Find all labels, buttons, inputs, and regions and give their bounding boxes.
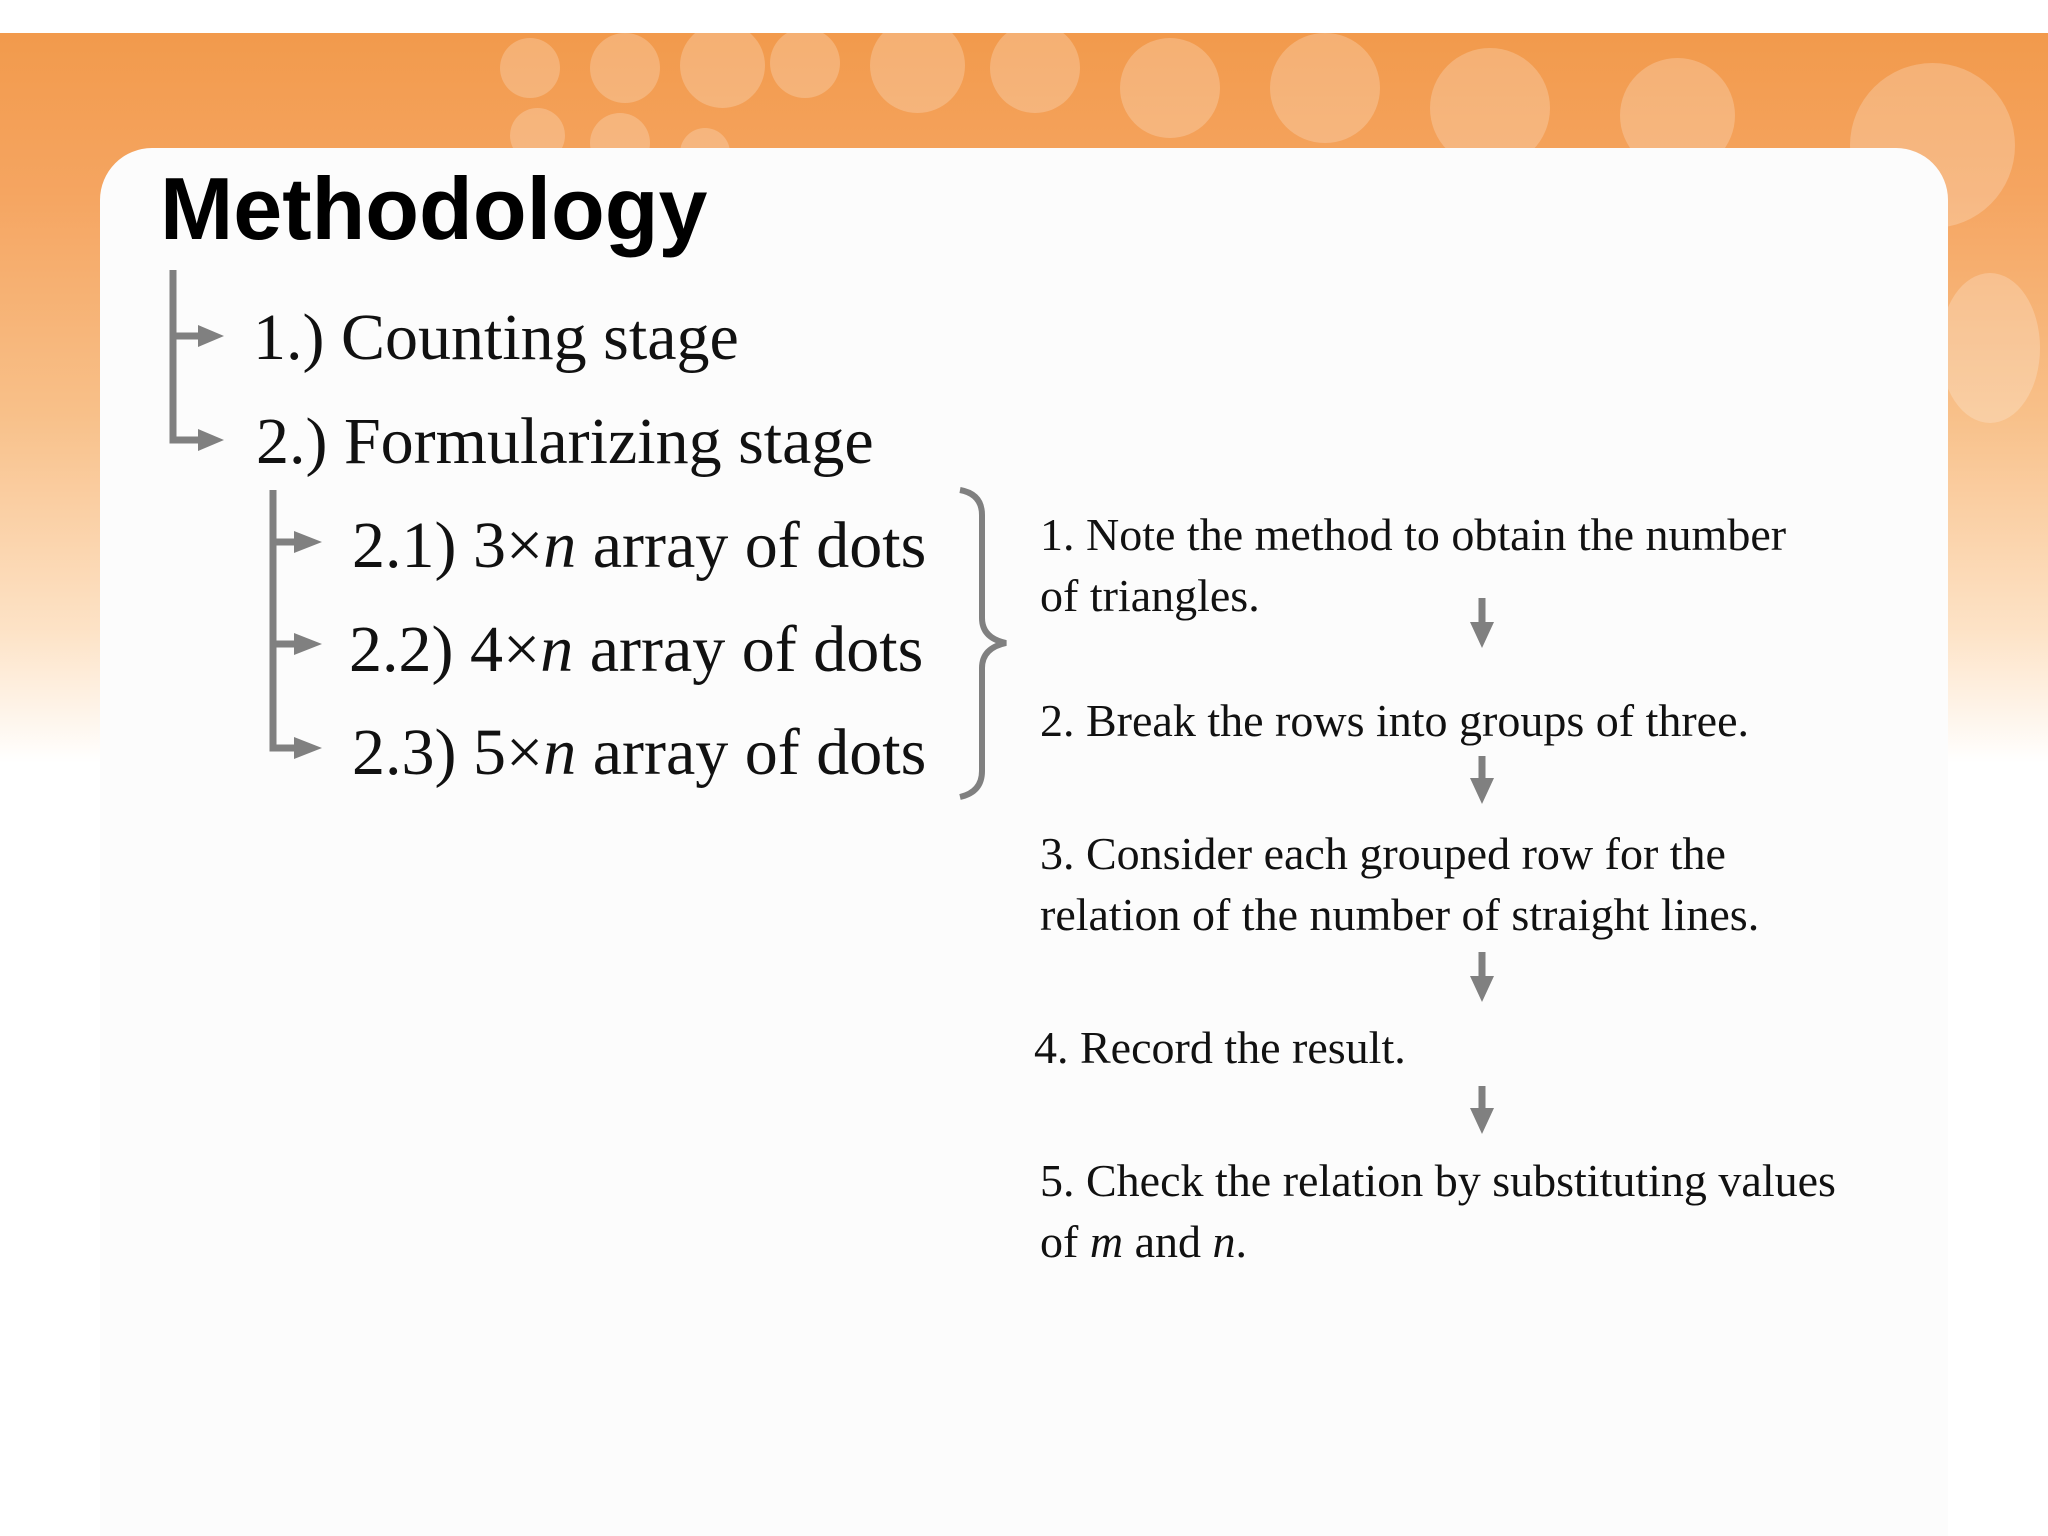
step-4 (1034, 1017, 1934, 1078)
curly-brace-icon (960, 490, 1006, 797)
substage-suffix: array of dots (576, 716, 927, 789)
step-text: and (1123, 1216, 1213, 1267)
substage-3xn (352, 510, 926, 583)
substage-5xn (352, 717, 926, 790)
stage-formularizing: 2.) Formularizing stage (256, 405, 874, 478)
step-line: 4. Record the result. (1034, 1022, 1406, 1073)
step-line: 2. Break the rows into groups of three. (1040, 695, 1750, 746)
substage-connector-line (273, 490, 296, 748)
substage-suffix: array of dots (576, 509, 927, 582)
page-title: Methodology (160, 159, 708, 258)
substage-arrow-icon (294, 633, 322, 655)
down-arrow-icon (1470, 778, 1494, 804)
step-line: 1. Note the method to obtain the number (1040, 509, 1787, 560)
stage-counting: 1.) Counting stage (253, 301, 739, 374)
down-arrow-icon (1470, 976, 1494, 1002)
substage-variable: n (543, 509, 577, 582)
substage-variable: n (543, 716, 577, 789)
step-5 (1040, 1150, 1940, 1272)
step-line: 3. Consider each grouped row for the (1040, 828, 1726, 879)
step-1 (1040, 504, 1940, 626)
step-3 (1040, 823, 1940, 945)
stage-connector-line (173, 270, 200, 440)
stage-arrow-icon (198, 429, 224, 451)
step-text: . (1235, 1216, 1247, 1267)
step-2 (1040, 690, 1940, 751)
step-line: of triangles. (1040, 570, 1260, 621)
substage-4xn (349, 614, 923, 687)
down-arrow-icon (1470, 1108, 1494, 1134)
variable-m: m (1089, 1216, 1124, 1267)
step-text: of (1040, 1216, 1090, 1267)
step-line: relation of the number of straight lines. (1040, 889, 1760, 940)
substage-arrow-icon (294, 531, 322, 553)
substage-arrow-icon (294, 737, 322, 759)
stage-arrow-icon (198, 325, 224, 347)
variable-n: n (1212, 1216, 1236, 1267)
substage-prefix: 2.2) 4× (349, 613, 541, 686)
substage-variable: n (540, 613, 574, 686)
substage-prefix: 2.3) 5× (352, 716, 544, 789)
step-line (1040, 1211, 1940, 1272)
substage-suffix: array of dots (573, 613, 924, 686)
step-line: 5. Check the relation by substituting values (1040, 1155, 1836, 1206)
substage-prefix: 2.1) 3× (352, 509, 544, 582)
